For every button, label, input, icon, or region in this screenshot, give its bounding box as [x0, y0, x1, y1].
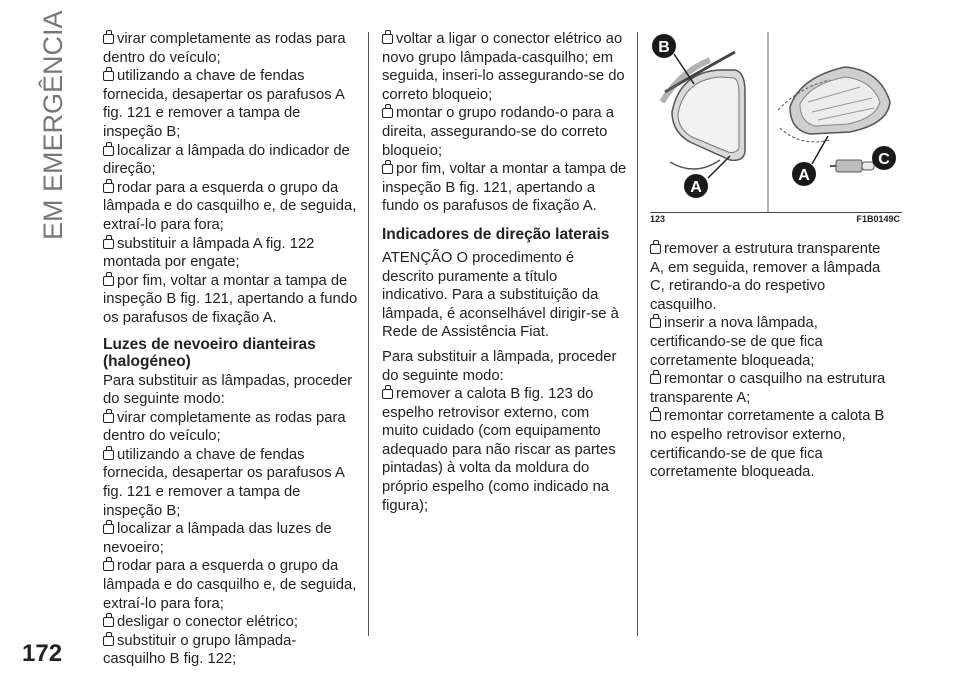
column-1 [103, 30, 358, 669]
callout-label-b: B [658, 39, 670, 56]
list-item: remontar corretamente a calota B no espelho retrovisor externo, certificando-se de que fica corretamente bloqueada. [650, 408, 885, 481]
bullet-icon [103, 276, 114, 286]
bullet-list-4 [382, 385, 627, 515]
list-item: rodar para a esquerda o grupo da lâmpada e do casquilho e, de seguida, extraí-lo para fora; [103, 179, 357, 233]
list-item: localizar a lâmpada do indicador de direção; [103, 142, 350, 178]
figure-mirror-illustration [650, 32, 902, 212]
list-item: por fim, voltar a montar a tampa de inspeção B fig. 121, apertando a fundo os parafusos de fixação A. [103, 272, 358, 326]
bullet-icon [103, 617, 114, 627]
list-item: montar o grupo rodando-o para a direita, assegurando-se do correto bloqueio; [382, 105, 614, 159]
bullet-icon [103, 71, 114, 81]
bullet-list-5 [650, 240, 895, 482]
list-item: localizar a lâmpada das luzes de nevoeiro; [103, 521, 332, 556]
bullet-icon [650, 374, 661, 384]
bullet-icon [103, 183, 114, 193]
bullet-icon [650, 318, 661, 328]
list-item: remover a calota B fig. 123 do espelho retrovisor externo, com muito cuidado (com equipamento adequado para não riscar as partes pintadas) à volta da moldura do próprio espelho (como indicado na figura); [382, 386, 616, 514]
list-item: desligar o conector elétrico; [103, 613, 358, 632]
bullet-list-2 [103, 409, 358, 669]
bullet-icon [103, 239, 114, 249]
bullet-icon [103, 34, 114, 44]
list-item: utilizando a chave de fendas fornecida, desapertar os parafusos A fig. 121 e remover a tampa de inspeção B; [103, 446, 345, 519]
list-item: remontar o casquilho na estrutura transparente A; [650, 371, 886, 406]
intro-text: Para substituir as lâmpadas, proceder do seguinte modo: [103, 372, 353, 408]
bullet-icon [382, 34, 393, 44]
list-item: substituir o grupo lâmpada-casquilho B fig. 122; [103, 632, 297, 668]
list-item: virar completamente as rodas para dentro do veículo; [103, 31, 346, 66]
bullet-icon [103, 413, 114, 423]
list-item: inserir a nova lâmpada, certificando-se de que fica corretamente bloqueada; [650, 315, 823, 369]
bullet-icon [650, 244, 661, 254]
section-heading: Luzes de nevoeiro dianteiras (halogéneo) [103, 335, 316, 370]
bullet-list-3 [382, 30, 627, 216]
warning-paragraph: ATENÇÃO O procedimento é descrito puramente a título indicativo. Para a substituição da lâmpada, é aconselhável dirigir-se à Rede de Assistência Fiat. [382, 249, 619, 341]
list-item: utilizando a chave de fendas fornecida, desapertar os parafusos A fig. 121 e remover a tampa de inspeção B; [103, 68, 345, 140]
list-item: rodar para a esquerda o grupo da lâmpada e do casquilho e, de seguida, extraí-lo para fora; [103, 558, 357, 612]
bullet-icon [103, 636, 114, 646]
column-2 [382, 30, 627, 515]
column-3 [650, 240, 895, 482]
list-item: remover a estrutura transparente A, em seguida, remover a lâmpada C, retirando-a do respetivo casquilho. [650, 241, 881, 313]
callout-label-c: C [878, 151, 890, 168]
bullet-icon [103, 450, 114, 460]
column-divider-2 [637, 32, 638, 636]
section-heading: Indicadores de direção laterais [382, 225, 610, 243]
bullet-icon [382, 108, 393, 118]
list-item: por fim, voltar a montar a tampa de inspeção B fig. 121, apertando a fundo os parafusos de fixação A. [382, 161, 627, 215]
section-title-vertical [38, 10, 82, 240]
section-title: EM EMERGÊNCIA [38, 10, 68, 240]
figure-number: 123 [650, 214, 666, 224]
bullet-icon [103, 524, 114, 534]
figure-rule [650, 212, 902, 213]
callout-label-a: A [690, 179, 702, 196]
figure-caption [650, 214, 902, 224]
mirror-illustration [650, 32, 902, 212]
list-item: substituir a lâmpada A fig. 122 montada por engate; [103, 235, 315, 271]
callout-label-a-2: A [798, 167, 810, 184]
column-divider-1 [368, 32, 369, 636]
intro-text: Para substituir a lâmpada, proceder do seguinte modo: [382, 348, 617, 384]
bullet-icon [103, 146, 114, 156]
page-number: 172 [22, 640, 63, 667]
list-item: virar completamente as rodas para dentro do veículo; [103, 409, 346, 445]
bullet-icon [382, 389, 393, 399]
bullet-icon [650, 411, 661, 421]
list-item: voltar a ligar o conector elétrico ao novo grupo lâmpada-casquilho; em seguida, inseri-lo assegurando-se do correto bloqueio; [382, 31, 625, 103]
bullet-icon [103, 561, 114, 571]
bullet-list-1 [103, 30, 358, 328]
figure-code: F1B0149C [856, 214, 900, 224]
bullet-icon [382, 164, 393, 174]
